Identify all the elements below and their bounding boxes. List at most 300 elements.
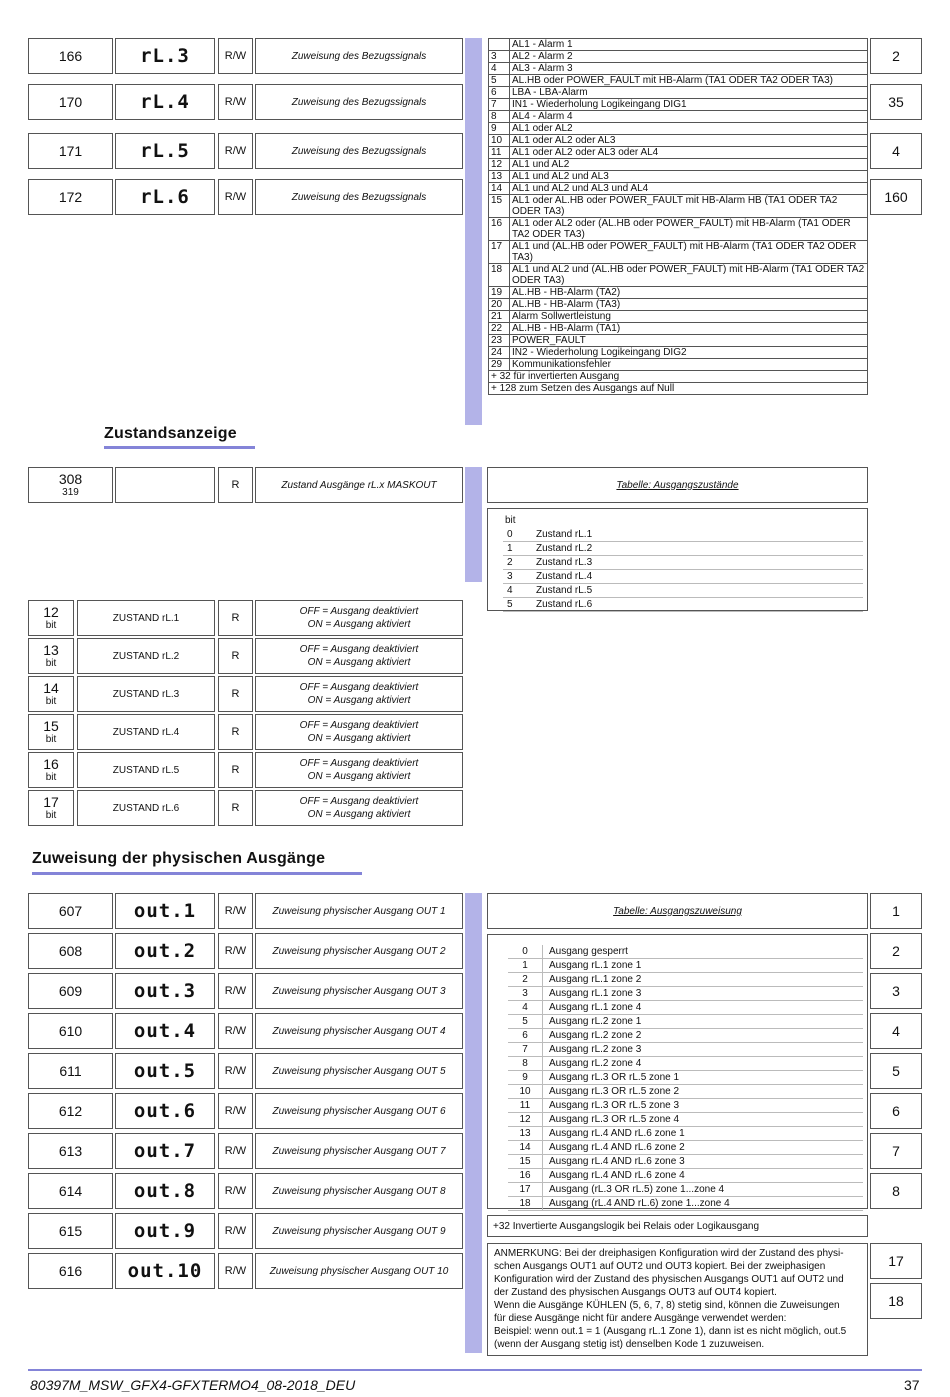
bit-unit: bit [45, 620, 57, 631]
row-text: Ausgang (rL.3 OR rL.5) zone 1...zone 4 [549, 1184, 725, 1195]
footer-document-id: 80397M_MSW_GFX4-GFXTERMO4_08-2018_DEU [30, 1377, 356, 1393]
bit-number: 16 [43, 756, 59, 772]
parameter-code: out.6 [115, 1093, 215, 1129]
row-code: 18 [508, 1197, 543, 1210]
row-code: 11 [489, 147, 510, 159]
bit-name: ZUSTAND rL.6 [77, 790, 215, 826]
parameter-description [255, 179, 463, 215]
register-address: 170 [28, 84, 113, 120]
off-text: OFF = Ausgang deaktiviert [299, 606, 419, 617]
description-text: Zuweisung physischer Ausgang OUT 8 [272, 1185, 446, 1197]
bit-address [28, 752, 74, 788]
access-mode: R/W [218, 1253, 253, 1289]
row-text: AL.HB - HB-Alarm (TA3) [510, 299, 868, 311]
list-item [508, 1113, 863, 1127]
table-row [489, 347, 868, 359]
table-row [489, 311, 868, 323]
parameter-code: rL.6 [115, 179, 215, 215]
row-code: 6 [489, 87, 510, 99]
off-text: OFF = Ausgang deaktiviert [299, 758, 419, 769]
description-text: Zuweisung physischer Ausgang OUT 10 [269, 1265, 449, 1277]
list-item [503, 598, 863, 612]
row-bit: 1 [507, 543, 513, 554]
row-code: 12 [508, 1113, 543, 1126]
states-table [487, 508, 868, 611]
row-code: 4 [489, 63, 510, 75]
row-text: Ausgang (rL.4 AND rL.6) zone 1...zone 4 [549, 1198, 730, 1209]
bit-name: ZUSTAND rL.4 [77, 714, 215, 750]
access-mode: R [218, 752, 253, 788]
row-code: 18 [489, 264, 510, 287]
parameter-code: rL.5 [115, 133, 215, 169]
row-text: AL1 und AL2 und AL3 [510, 171, 868, 183]
remark-line: (wenn der Ausgang stetig ist) denselben Kode 1 zuzuweisen. [494, 1339, 765, 1350]
list-item [508, 1015, 863, 1029]
row-bit: 5 [507, 599, 513, 610]
table-row [489, 371, 868, 383]
row-text: Ausgang rL.3 OR rL.5 zone 2 [549, 1086, 680, 1097]
maskout-access: R [218, 467, 253, 503]
row-text: Ausgang rL.4 AND rL.6 zone 2 [549, 1142, 685, 1153]
register-address: 171 [28, 133, 113, 169]
accent-bar [465, 467, 482, 582]
row-text: AL.HB oder POWER_FAULT mit HB-Alarm (TA1 ODER TA2 ODER TA3) [510, 75, 868, 87]
output-value: 3 [870, 973, 922, 1009]
register-address: 608 [28, 933, 113, 969]
on-text: ON = Ausgang aktiviert [307, 657, 411, 668]
on-text: ON = Ausgang aktiviert [307, 695, 411, 706]
row-code: 13 [508, 1127, 543, 1140]
bit-description [255, 676, 463, 712]
remark-line: der Zustand des physischen Ausgangs OUT3 auf OUT4 kopiert. [494, 1287, 777, 1298]
states-header: bit [505, 515, 516, 526]
table-row [489, 123, 868, 135]
list-item [508, 1169, 863, 1183]
rl3-value: 2 [870, 38, 922, 74]
row-code: 16 [489, 218, 510, 241]
list-item [508, 959, 863, 973]
heading-underline [104, 446, 255, 449]
maskout-code-empty [115, 467, 215, 503]
description-text: Zuweisung des Bezugssignals [291, 96, 427, 108]
on-text: ON = Ausgang aktiviert [307, 619, 411, 630]
row-text: AL1 - Alarm 1 [510, 39, 868, 51]
table-row [489, 195, 868, 218]
list-item [508, 1085, 863, 1099]
register-address: 614 [28, 1173, 113, 1209]
row-text: Ausgang gesperrt [549, 946, 628, 957]
access-mode: R [218, 790, 253, 826]
row-text: Ausgang rL.3 OR rL.5 zone 1 [549, 1072, 680, 1083]
row-text: AL.HB - HB-Alarm (TA2) [510, 287, 868, 299]
row-bit: 4 [507, 585, 513, 596]
rl6-value: 160 [870, 179, 922, 215]
row-text: IN1 - Wiederholung Logikeingang DIG1 [510, 99, 868, 111]
list-item [508, 1141, 863, 1155]
row-text: AL1 oder AL2 oder (AL.HB oder POWER_FAULT) mit HB-Alarm (TA1 ODER TA2 ODER TA3) [510, 218, 868, 241]
list-item [508, 1155, 863, 1169]
output-value: 6 [870, 1093, 922, 1129]
access-mode: R/W [218, 179, 253, 215]
row-code: 19 [489, 287, 510, 299]
description-text: Zuweisung physischer Ausgang OUT 1 [272, 905, 446, 917]
row-text: Zustand rL.2 [536, 543, 593, 554]
bit-unit: bit [45, 696, 57, 707]
register-address: 611 [28, 1053, 113, 1089]
bit-description [255, 714, 463, 750]
table-row [489, 241, 868, 264]
row-text: AL1 oder AL2 oder AL3 oder AL4 [510, 147, 868, 159]
row-bit: 0 [507, 529, 513, 540]
row-text: Ausgang rL.2 zone 2 [549, 1030, 642, 1041]
description-text: Zuweisung physischer Ausgang OUT 7 [272, 1145, 446, 1157]
row-code: 17 [508, 1183, 543, 1196]
accent-bar [465, 893, 482, 1353]
table-row [489, 323, 868, 335]
access-mode: R/W [218, 1013, 253, 1049]
row-text: Ausgang rL.4 AND rL.6 zone 4 [549, 1170, 685, 1181]
section-heading-zustandsanzeige: Zustandsanzeige [104, 425, 237, 442]
parameter-description [255, 1013, 463, 1049]
access-mode: R/W [218, 893, 253, 929]
row-code: 8 [489, 111, 510, 123]
register-address: 610 [28, 1013, 113, 1049]
row-code: 17 [489, 241, 510, 264]
assign-table [487, 934, 868, 1209]
description-text: Zuweisung physischer Ausgang OUT 5 [272, 1065, 446, 1077]
bit-number: 15 [43, 718, 59, 734]
row-text: AL1 und (AL.HB oder POWER_FAULT) mit HB-Alarm (TA1 ODER TA2 ODER TA3) [510, 241, 868, 264]
table-row [489, 287, 868, 299]
maskout-address: 308 319 [28, 467, 113, 503]
row-text: AL1 und AL2 und (AL.HB oder POWER_FAULT) mit HB-Alarm (TA1 ODER TA2 ODER TA3) [510, 264, 868, 287]
parameter-code: out.8 [115, 1173, 215, 1209]
table-row [489, 335, 868, 347]
bit-number: 12 [43, 604, 59, 620]
description-text: Zuweisung physischer Ausgang OUT 3 [272, 985, 446, 997]
parameter-code: out.2 [115, 933, 215, 969]
row-text: Ausgang rL.1 zone 4 [549, 1002, 642, 1013]
table-row [489, 63, 868, 75]
bit-name: ZUSTAND rL.3 [77, 676, 215, 712]
description-text: Zuweisung physischer Ausgang OUT 9 [272, 1225, 446, 1237]
row-code: 10 [508, 1085, 543, 1098]
alarm-assignment-table [488, 38, 868, 395]
row-code: 24 [489, 347, 510, 359]
parameter-description [255, 84, 463, 120]
row-text: Alarm Sollwertleistung [510, 311, 868, 323]
table-row [489, 87, 868, 99]
row-text: Zustand rL.1 [536, 529, 593, 540]
output-value: 17 [870, 1243, 922, 1279]
parameter-description [255, 933, 463, 969]
parameter-description [255, 1093, 463, 1129]
row-text: Ausgang rL.3 OR rL.5 zone 3 [549, 1100, 680, 1111]
bit-unit: bit [45, 658, 57, 669]
on-text: ON = Ausgang aktiviert [307, 733, 411, 744]
table-row [489, 383, 868, 395]
access-mode: R/W [218, 933, 253, 969]
table-row [489, 111, 868, 123]
bit-number: 14 [43, 680, 59, 696]
bit-name: ZUSTAND rL.1 [77, 600, 215, 636]
register-address: 609 [28, 973, 113, 1009]
access-mode: R/W [218, 38, 253, 74]
row-text: AL2 - Alarm 2 [510, 51, 868, 63]
bit-unit: bit [45, 734, 57, 745]
row-code: 14 [489, 183, 510, 195]
rl4-value: 35 [870, 84, 922, 120]
off-text: OFF = Ausgang deaktiviert [299, 796, 419, 807]
row-code: 6 [508, 1029, 543, 1042]
parameter-description [255, 133, 463, 169]
bit-description [255, 752, 463, 788]
row-code: 3 [489, 51, 510, 63]
row-text: Ausgang rL.2 zone 1 [549, 1016, 642, 1027]
row-text: AL1 oder AL2 oder AL3 [510, 135, 868, 147]
table-row [489, 171, 868, 183]
list-item [503, 542, 863, 556]
bit-description [255, 638, 463, 674]
register-address: 172 [28, 179, 113, 215]
row-text: AL1 oder AL.HB oder POWER_FAULT mit HB-Alarm HB (TA1 ODER TA2 ODER TA3) [510, 195, 868, 218]
row-text: Ausgang rL.3 OR rL.5 zone 4 [549, 1114, 680, 1125]
output-value: 2 [870, 933, 922, 969]
off-text: OFF = Ausgang deaktiviert [299, 682, 419, 693]
row-code: 9 [508, 1071, 543, 1084]
bit-unit: bit [45, 810, 57, 821]
access-mode: R/W [218, 973, 253, 1009]
table-row [489, 51, 868, 63]
access-mode: R/W [218, 1053, 253, 1089]
row-code: 8 [508, 1057, 543, 1070]
row-text: POWER_FAULT [510, 335, 868, 347]
table-row [489, 359, 868, 371]
row-code: 23 [489, 335, 510, 347]
row-code: 5 [508, 1015, 543, 1028]
list-item [508, 1183, 863, 1197]
page-number: 37 [904, 1377, 920, 1393]
output-value: 7 [870, 1133, 922, 1169]
bit-address [28, 638, 74, 674]
on-text: ON = Ausgang aktiviert [307, 809, 411, 820]
register-address: 607 [28, 893, 113, 929]
list-item [508, 973, 863, 987]
table-row [489, 183, 868, 195]
parameter-description [255, 893, 463, 929]
row-code [489, 39, 510, 51]
access-mode: R [218, 714, 253, 750]
access-mode: R [218, 638, 253, 674]
bit-address [28, 714, 74, 750]
row-code: 9 [489, 123, 510, 135]
row-code: 12 [489, 159, 510, 171]
remark-note [487, 1243, 868, 1356]
parameter-code: out.3 [115, 973, 215, 1009]
table-row [489, 264, 868, 287]
description-text: Zuweisung des Bezugssignals [291, 145, 427, 157]
row-text: Ausgang rL.4 AND rL.6 zone 1 [549, 1128, 685, 1139]
footer-rule [28, 1369, 922, 1371]
assign-table-title: Tabelle: Ausgangszuweisung [487, 893, 868, 929]
row-text: AL4 - Alarm 4 [510, 111, 868, 123]
row-code: 20 [489, 299, 510, 311]
table-row [489, 147, 868, 159]
list-item [503, 570, 863, 584]
output-value: 5 [870, 1053, 922, 1089]
output-value: 8 [870, 1173, 922, 1209]
bit-unit: bit [45, 772, 57, 783]
row-text: AL1 und AL2 und AL3 und AL4 [510, 183, 868, 195]
parameter-description [255, 1053, 463, 1089]
parameter-description [255, 38, 463, 74]
row-code: 7 [489, 99, 510, 111]
bit-description [255, 600, 463, 636]
row-note: + 32 für invertierten Ausgang [489, 371, 868, 383]
access-mode: R [218, 676, 253, 712]
description-text: Zuweisung physischer Ausgang OUT 2 [272, 945, 446, 957]
register-address: 166 [28, 38, 113, 74]
row-code: 29 [489, 359, 510, 371]
list-item [508, 1099, 863, 1113]
list-item [508, 1043, 863, 1057]
output-value: 1 [870, 893, 922, 929]
list-item [508, 1127, 863, 1141]
bit-address [28, 676, 74, 712]
register-address: 615 [28, 1213, 113, 1249]
list-item [508, 1001, 863, 1015]
access-mode: R [218, 600, 253, 636]
remark-line: schen Ausgangs OUT1 auf OUT2 und OUT3 kopiert. Bei der zweiphasigen [494, 1261, 826, 1272]
table-row [489, 159, 868, 171]
row-bit: 3 [507, 571, 513, 582]
row-text: Ausgang rL.4 AND rL.6 zone 3 [549, 1156, 685, 1167]
bit-number: 13 [43, 642, 59, 658]
description-text: Zuweisung physischer Ausgang OUT 4 [272, 1025, 446, 1037]
row-text: Ausgang rL.2 zone 4 [549, 1058, 642, 1069]
output-value: 18 [870, 1283, 922, 1319]
parameter-description [255, 1173, 463, 1209]
row-text: Ausgang rL.1 zone 1 [549, 960, 642, 971]
row-text: Ausgang rL.1 zone 3 [549, 988, 642, 999]
row-code: 5 [489, 75, 510, 87]
parameter-code: out.7 [115, 1133, 215, 1169]
list-item [508, 1057, 863, 1071]
parameter-description [255, 1253, 463, 1289]
table-row [489, 99, 868, 111]
row-text: Ausgang rL.2 zone 3 [549, 1044, 642, 1055]
accent-bar [465, 38, 482, 425]
row-note: + 128 zum Setzen des Ausgangs auf Null [489, 383, 868, 395]
register-address: 616 [28, 1253, 113, 1289]
parameter-code: rL.4 [115, 84, 215, 120]
row-code: 11 [508, 1099, 543, 1112]
register-address: 612 [28, 1093, 113, 1129]
table-row [489, 39, 868, 51]
bit-address [28, 600, 74, 636]
row-code: 1 [508, 959, 543, 972]
bit-name: ZUSTAND rL.5 [77, 752, 215, 788]
row-text: Ausgang rL.1 zone 2 [549, 974, 642, 985]
bit-address [28, 790, 74, 826]
row-text: AL.HB - HB-Alarm (TA1) [510, 323, 868, 335]
parameter-description [255, 973, 463, 1009]
list-item [503, 584, 863, 598]
row-text: AL1 und AL2 [510, 159, 868, 171]
access-mode: R/W [218, 1133, 253, 1169]
remark-line: ANMERKUNG: Bei der dreiphasigen Konfiguration wird der Zustand des physi- [494, 1248, 844, 1259]
row-code: 13 [489, 171, 510, 183]
list-item [508, 987, 863, 1001]
off-text: OFF = Ausgang deaktiviert [299, 644, 419, 655]
row-code: 14 [508, 1141, 543, 1154]
row-text: Zustand rL.3 [536, 557, 593, 568]
description-text: Zuweisung des Bezugssignals [291, 50, 427, 62]
access-mode: R/W [218, 1173, 253, 1209]
access-mode: R/W [218, 84, 253, 120]
list-item [508, 945, 863, 959]
row-code: 15 [489, 195, 510, 218]
list-item [503, 528, 863, 542]
output-value: 4 [870, 1013, 922, 1049]
parameter-description [255, 1133, 463, 1169]
row-text: AL3 - Alarm 3 [510, 63, 868, 75]
on-text: ON = Ausgang aktiviert [307, 771, 411, 782]
access-mode: R/W [218, 1213, 253, 1249]
row-text: Zustand rL.5 [536, 585, 593, 596]
row-code: 21 [489, 311, 510, 323]
table-row [489, 218, 868, 241]
bit-name: ZUSTAND rL.2 [77, 638, 215, 674]
row-code: 3 [508, 987, 543, 1000]
maskout-description: Zustand Ausgänge rL.x MASKOUT [255, 467, 463, 503]
remark-line: Konfiguration wird der Zustand des physischen Ausgangs OUT1 auf OUT2 und [494, 1274, 844, 1285]
bit-description [255, 790, 463, 826]
remark-line: Wenn die Ausgänge KÜHLEN (5, 6, 7, 8) stetig sind, können die Zuweisungen [494, 1300, 840, 1311]
table-row [489, 75, 868, 87]
row-code: 22 [489, 323, 510, 335]
row-text: Zustand rL.6 [536, 599, 593, 610]
rl5-value: 4 [870, 133, 922, 169]
row-text: Zustand rL.4 [536, 571, 593, 582]
row-text: Kommunikationsfehler [510, 359, 868, 371]
row-code: 2 [508, 973, 543, 986]
row-text: LBA - LBA-Alarm [510, 87, 868, 99]
heading-underline [32, 872, 362, 875]
row-bit: 2 [507, 557, 513, 568]
list-item [508, 1071, 863, 1085]
row-code: 10 [489, 135, 510, 147]
parameter-code: rL.3 [115, 38, 215, 74]
access-mode: R/W [218, 133, 253, 169]
remark-line: für diese Ausgänge nicht für andere Ausgänge verwendet werden: [494, 1313, 787, 1324]
table-row [489, 299, 868, 311]
row-code: 15 [508, 1155, 543, 1168]
section-heading-physical-outputs: Zuweisung der physischen Ausgänge [32, 850, 326, 867]
parameter-code: out.10 [115, 1253, 215, 1289]
parameter-description [255, 1213, 463, 1249]
remark-line: Beispiel: wenn out.1 = 1 (Ausgang rL.1 Zone 1), dann ist es nicht möglich, out.5 [494, 1326, 847, 1337]
bit-number: 17 [43, 794, 59, 810]
parameter-code: out.9 [115, 1213, 215, 1249]
parameter-code: out.5 [115, 1053, 215, 1089]
parameter-code: out.4 [115, 1013, 215, 1049]
list-item [508, 1197, 863, 1211]
row-code: 7 [508, 1043, 543, 1056]
list-item [503, 556, 863, 570]
off-text: OFF = Ausgang deaktiviert [299, 720, 419, 731]
row-code: 16 [508, 1169, 543, 1182]
